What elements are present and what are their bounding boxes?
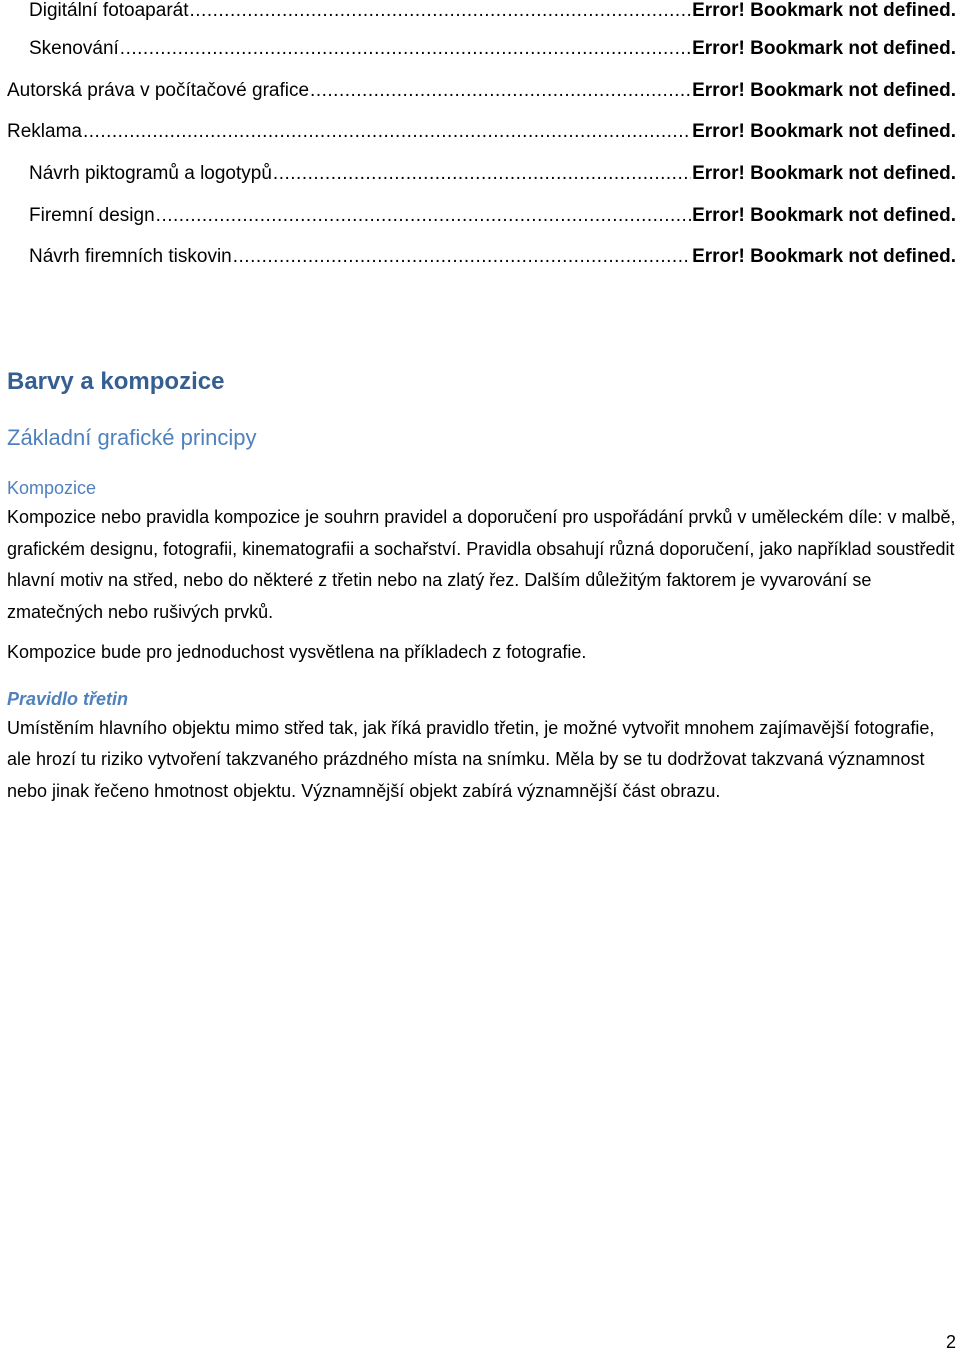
toc-entry[interactable] [0,80,956,102]
heading-4: Pravidlo třetin [7,688,129,709]
toc-entry-title: Návrh piktogramů a logotypů [29,163,272,184]
toc-dot-leader [273,163,691,185]
toc-entry-title: Digitální fotoaparát [29,0,189,21]
toc-entry-page-ref: Error! Bookmark not defined. [692,205,956,226]
page-number: 2 [945,1332,956,1352]
toc-entry-title: Firemní design [29,205,155,226]
toc-entry-title: Skenování [29,38,119,59]
heading-2: Základní grafické principy [7,425,257,450]
toc-entry-page-ref: Error! Bookmark not defined. [692,80,956,101]
toc-entry[interactable] [0,121,956,143]
paragraph: Umístěním hlavního objektu mimo střed tak, jak říká pravidlo třetin, je možné vytvořit mnohem zajímavější fotografie, ale hrozí tu riziko vytvoření takzvaného prázdného místa na snímku. Měla by se tu dodržovat takzvaná významnost nebo jinak řečeno hmotnost objektu. Významnější objekt zabírá významnější část obrazu. [7,717,935,801]
toc-dot-leader [156,205,691,227]
toc-entry[interactable] [0,38,956,60]
toc-entry-page-ref: Error! Bookmark not defined. [692,246,956,267]
toc-dot-leader [120,38,691,60]
toc-dot-leader [233,246,691,268]
toc-entry[interactable] [0,0,956,22]
toc-dot-leader [190,0,692,22]
toc-entry-page-ref: Error! Bookmark not defined. [692,0,956,21]
toc-dot-leader [310,80,691,102]
toc-entry-page-ref: Error! Bookmark not defined. [692,163,956,184]
toc-entry-page-ref: Error! Bookmark not defined. [692,121,956,142]
heading-3: Kompozice [7,478,97,498]
toc-entry[interactable] [0,205,956,227]
document-body [7,364,957,807]
paragraph: Kompozice nebo pravidla kompozice je souhrn pravidel a doporučení pro uspořádání prvků v uměleckém díle: v malbě, grafickém designu, fotografii, kinematografii a sochařství. Pravidla obsahují různá doporučení, jako například soustředit hlavní motiv na střed, nebo do některé z třetin nebo na zlatý řez. Dalším důležitým faktorem je vyvarování se zmatečných nebo rušivých prvků. [7,507,956,622]
toc-entry[interactable] [0,163,956,185]
toc-entry-title: Reklama [7,121,82,142]
toc-entry-title: Autorská práva v počítačové grafice [7,80,310,101]
toc-entry-page-ref: Error! Bookmark not defined. [692,38,956,59]
toc-entry-title: Návrh firemních tiskovin [29,246,232,267]
toc-dot-leader [83,121,691,143]
heading-1: Barvy a kompozice [7,368,225,395]
paragraph: Kompozice bude pro jednoduchost vysvětlena na příkladech z fotografie. [7,642,587,662]
toc-entry[interactable] [0,246,956,268]
